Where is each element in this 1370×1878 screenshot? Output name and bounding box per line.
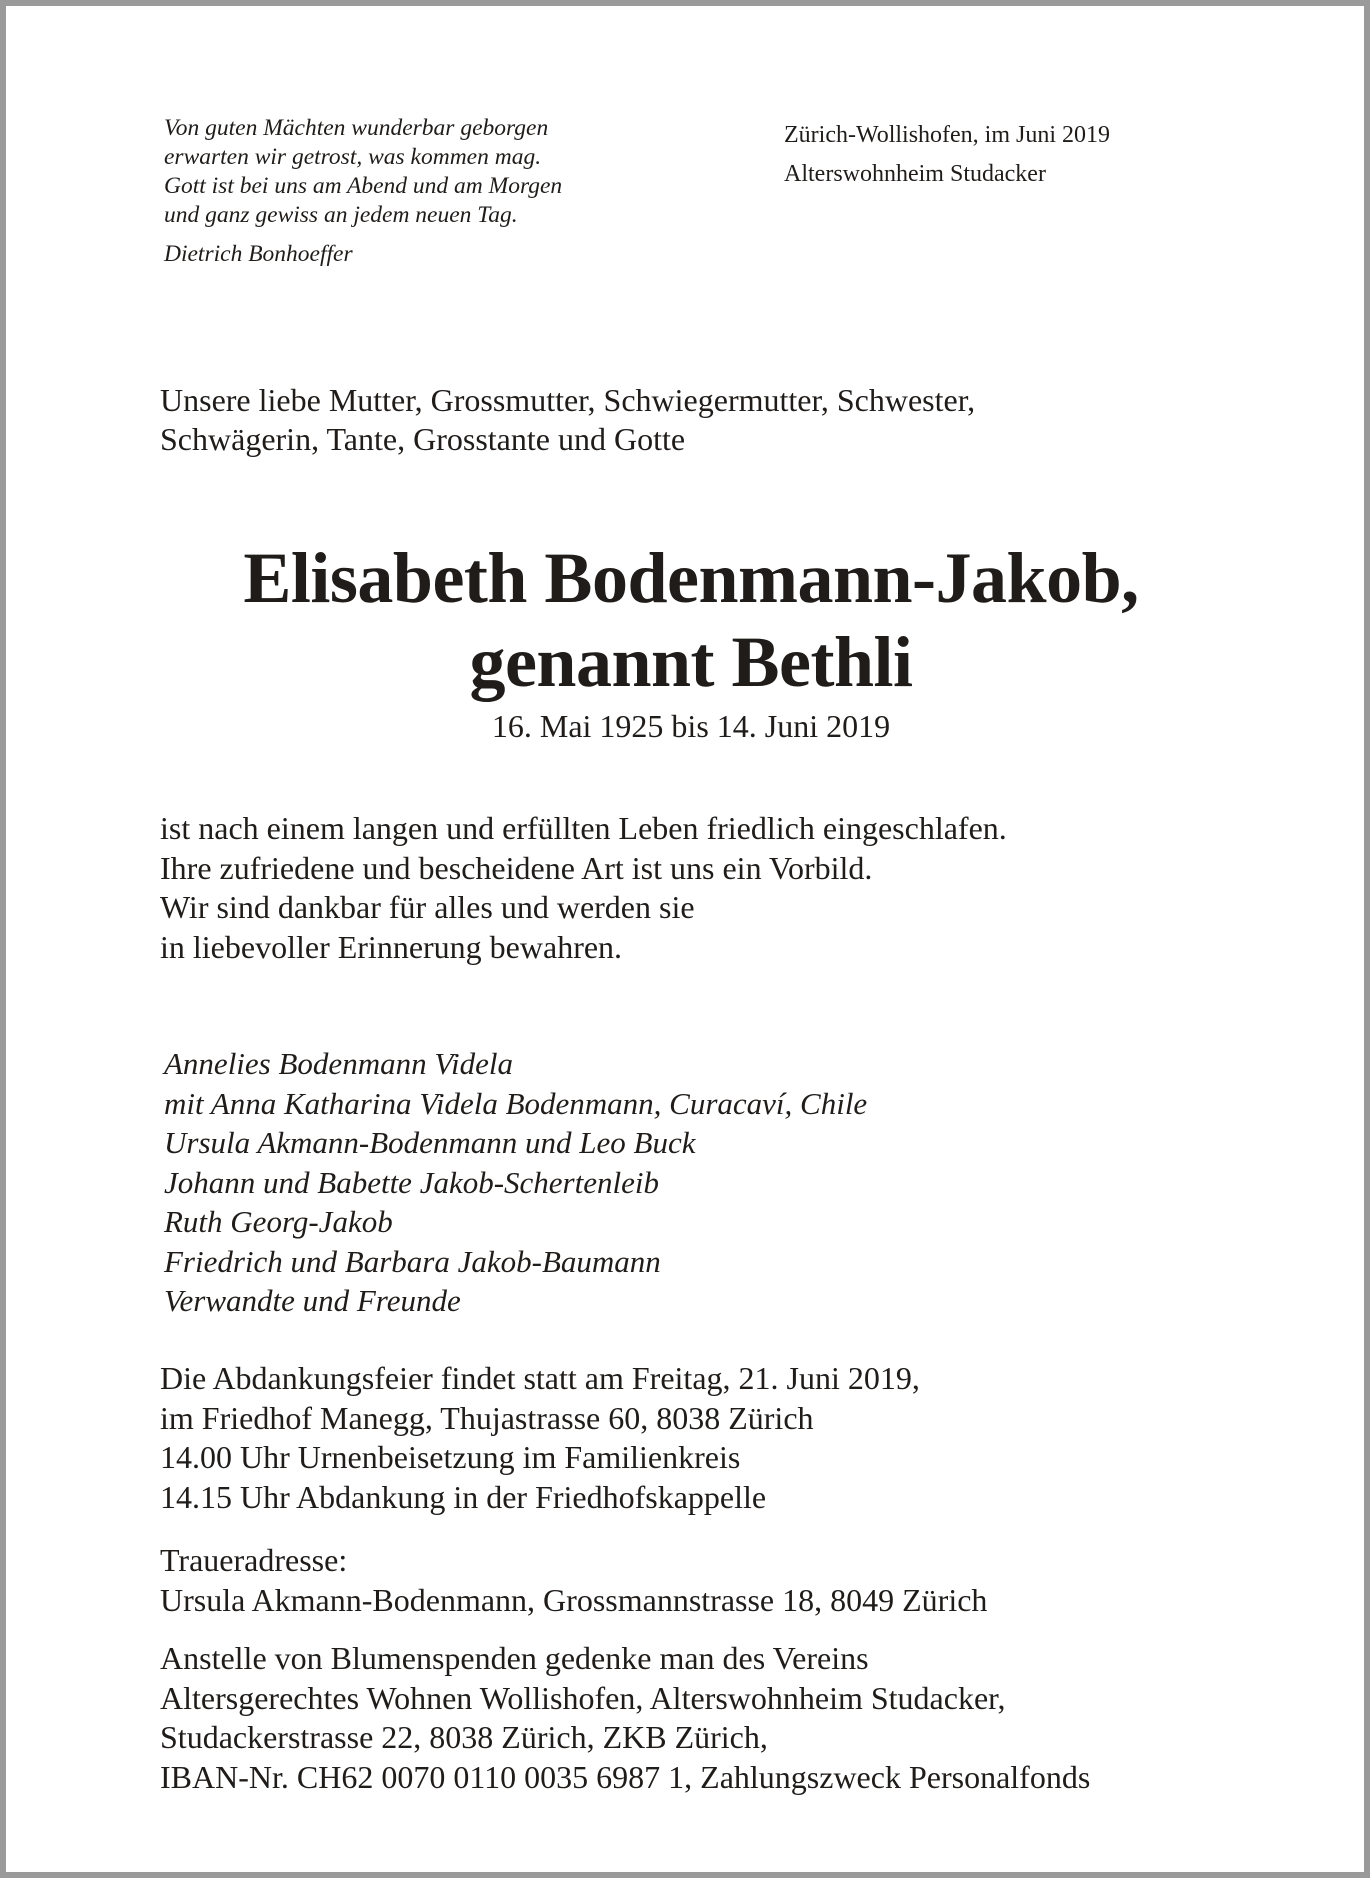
obituary-line: Wir sind dankbar für alles und werden sie	[160, 889, 695, 925]
obituary-line: in liebevoller Erinnerung bewahren.	[160, 928, 623, 965]
deceased-name-line: Elisabeth Bodenmann-Jakob,	[243, 538, 1139, 618]
deceased-nickname-line: genannt Bethli	[469, 622, 913, 702]
place-and-date	[784, 116, 1284, 194]
donation-line: Altersgerechtes Wohnen Wollishofen, Alterswohnheim Studacker,	[160, 1679, 1006, 1716]
obituary-page	[6, 6, 1364, 1872]
intro-line: Unsere liebe Mutter, Grossmutter, Schwiegermutter, Schwester,	[160, 382, 976, 418]
obituary-line: ist nach einem langen und erfüllten Leben friedlich eingeschlafen.	[160, 810, 1007, 846]
ceremony-line: 14.15 Uhr Abdankung in der Friedhofskappelle	[160, 1478, 767, 1515]
ceremony-line: im Friedhof Manegg, Thujastrasse 60, 8038 Zürich	[160, 1399, 814, 1436]
place-date-line: Zürich-Wollishofen, im Juni 2019	[784, 122, 1111, 148]
ceremony-line: 14.00 Uhr Urnenbeisetzung im Familienkreis	[160, 1439, 741, 1475]
ceremony-line: Die Abdankungsfeier findet statt am Freitag, 21. Juni 2019,	[160, 1360, 920, 1396]
mourning-address	[160, 1541, 1310, 1620]
deceased-name	[66, 536, 1316, 704]
poem-quote	[164, 114, 724, 269]
donation-iban-line: IBAN-Nr. CH62 0070 0110 0035 6987 1, Zahlungszweck Personalfonds	[160, 1758, 1091, 1795]
donation-line: Studackerstrasse 22, 8038 Zürich, ZKB Zürich,	[160, 1719, 768, 1755]
mourner-line: Johann und Babette Jakob-Schertenleib	[164, 1164, 659, 1200]
poem-line: Gott ist bei uns am Abend und am Morgen	[164, 173, 563, 199]
obituary-line: Ihre zufriedene und bescheidene Art ist uns ein Vorbild.	[160, 849, 873, 886]
mourner-line: mit Anna Katharina Videla Bodenmann, Curacaví, Chile	[164, 1085, 868, 1121]
poem-line: und ganz gewiss an jedem neuen Tag.	[164, 202, 518, 228]
poem-line: Von guten Mächten wunderbar geborgen	[164, 115, 549, 141]
ceremony-details	[160, 1359, 1310, 1517]
mourner-line: Annelies Bodenmann Videla	[164, 1046, 513, 1081]
address-label: Traueradresse:	[160, 1542, 348, 1578]
intro-line: Schwägerin, Tante, Grosstante und Gotte	[160, 421, 686, 457]
mourners-list	[164, 1044, 1314, 1321]
donation-line: Anstelle von Blumenspenden gedenke man des Vereins	[160, 1640, 869, 1676]
life-dates: 16. Mai 1925 bis 14. Juni 2019	[491, 708, 891, 744]
mourner-line: Ruth Georg-Jakob	[164, 1204, 393, 1239]
mourner-line: Ursula Akmann-Bodenmann und Leo Buck	[164, 1125, 696, 1160]
address-line: Ursula Akmann-Bodenmann, Grossmannstrasse 18, 8049 Zürich	[160, 1581, 988, 1618]
place-residence-line: Alterswohnheim Studacker	[784, 161, 1046, 187]
mourner-line: Verwandte und Freunde	[164, 1283, 461, 1318]
poem-author: Dietrich Bonhoeffer	[164, 241, 353, 267]
obituary-text	[160, 809, 1310, 967]
intro-relations	[160, 381, 1260, 459]
donation-notice	[160, 1639, 1340, 1797]
mourner-line: Friedrich und Barbara Jakob-Baumann	[164, 1243, 661, 1279]
poem-line: erwarten wir getrost, was kommen mag.	[164, 144, 542, 170]
